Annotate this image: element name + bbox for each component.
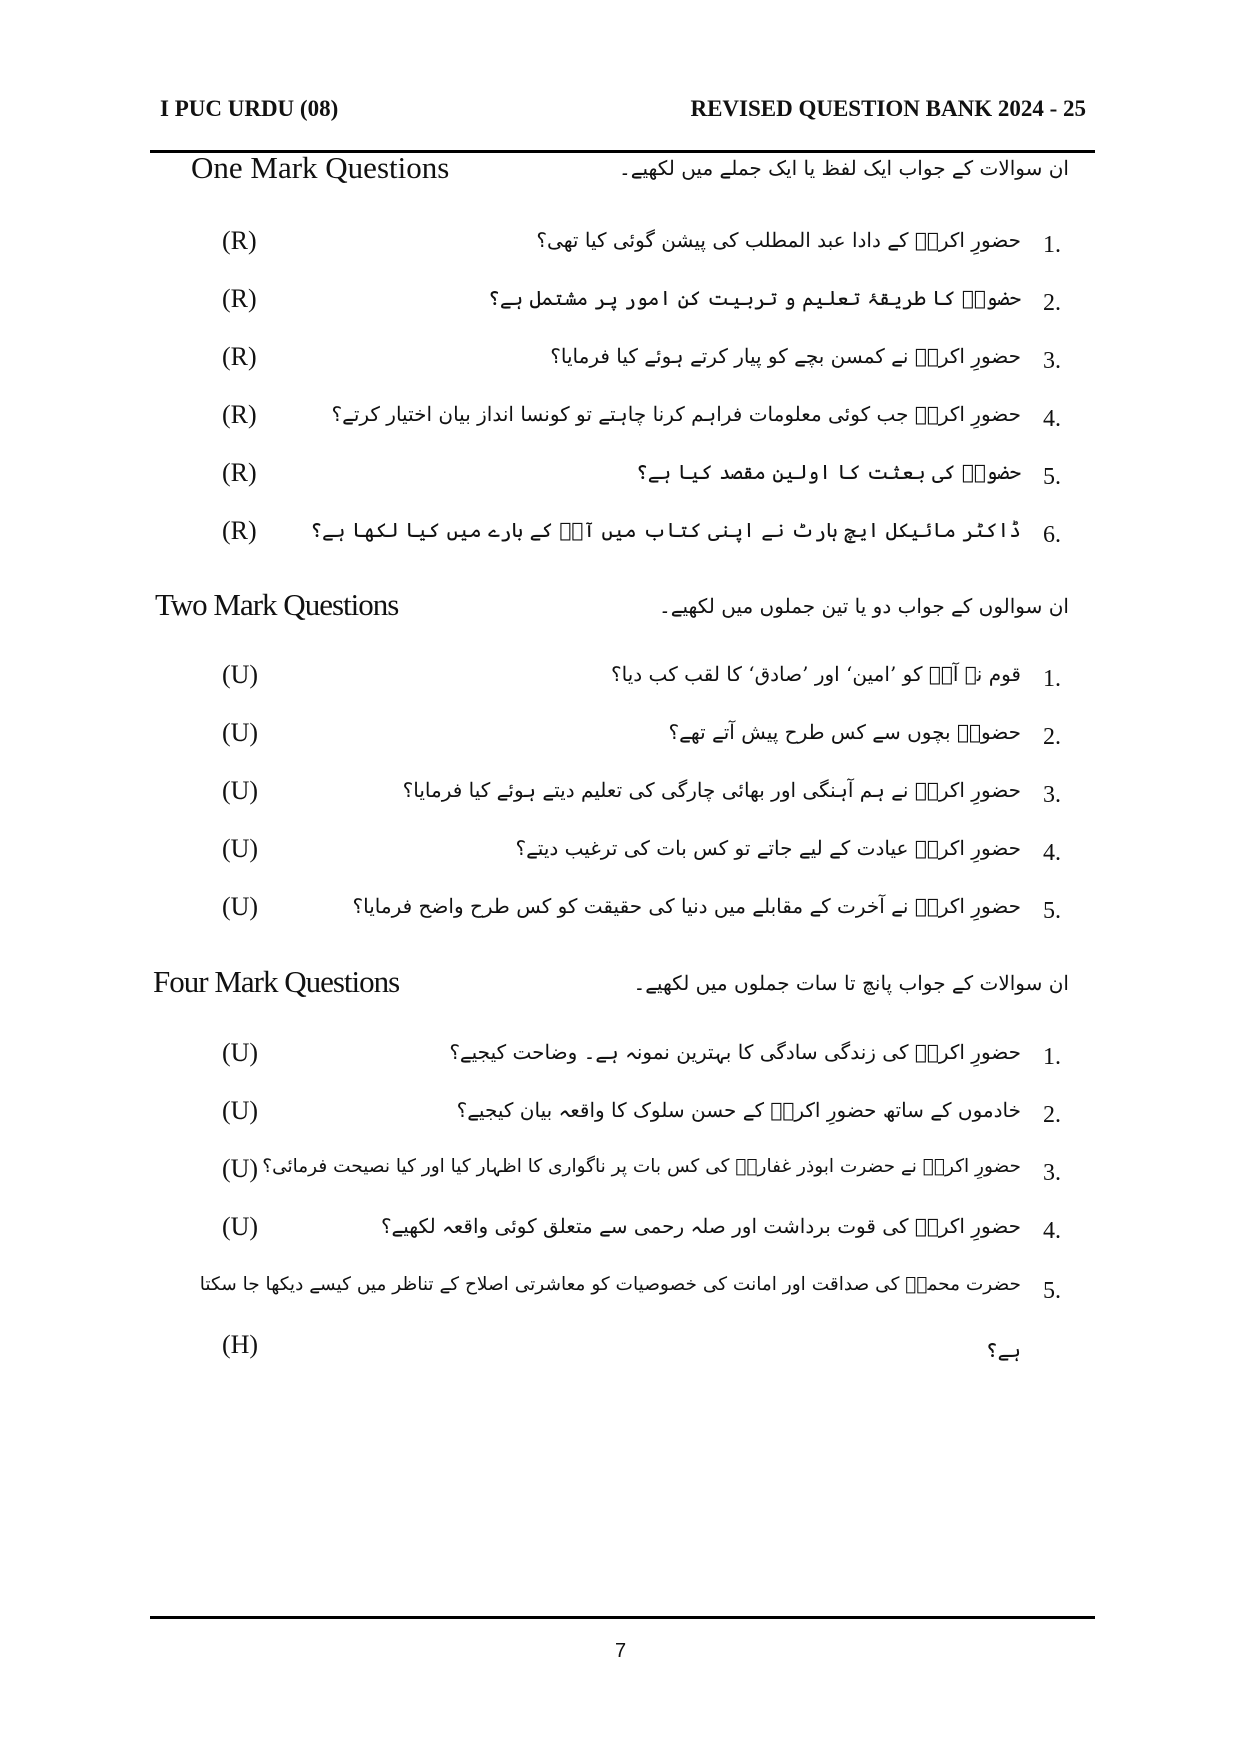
- question-number: 4.: [1043, 406, 1061, 432]
- section-title-en: Four Mark Questions: [153, 964, 400, 999]
- question-number: 2.: [1043, 724, 1061, 750]
- header-left: I PUC URDU (08): [160, 96, 339, 121]
- question-number: 5.: [1043, 1278, 1061, 1304]
- question-text: حضورِ اکرمؐ نے ہم آہنگی اور بھائی چارگی کی تعلیم دیتے ہوئے کیا فرمایا؟: [402, 778, 1021, 802]
- question-tag: (U): [222, 1038, 259, 1067]
- question-tag: (U): [222, 1096, 259, 1125]
- question-tag: (U): [222, 892, 259, 921]
- question-tag: (U): [222, 718, 259, 747]
- question-text: حضورِ اکرمؐ کی قوت برداشت اور صلہ رحمی سے متعلق کوئی واقعہ لکھیے؟: [380, 1214, 1021, 1238]
- question-tag: (U): [222, 834, 259, 863]
- question-text: ڈاکٹر مائیکل ایچ ہارٹ نے اپنی کتاب میں آپؐ کے بارے میں کیا لکھا ہے؟: [310, 518, 1021, 542]
- question-text: حضورؐ کا طریقۂ تعلیم و تربیت کن امور پر مشتمل ہے؟: [488, 286, 1021, 310]
- question-number: 3.: [1043, 348, 1061, 374]
- question-number: 4.: [1043, 840, 1061, 866]
- question-tag: (R): [222, 516, 257, 545]
- question-tag: (U): [222, 1212, 259, 1241]
- question-number: 4.: [1043, 1218, 1061, 1244]
- question-tag: (R): [222, 458, 257, 487]
- question-number: 5.: [1043, 898, 1061, 924]
- question-text: خادموں کے ساتھ حضورِ اکرمؐ کے حسن سلوک کا واقعہ بیان کیجیے؟: [456, 1098, 1021, 1122]
- question-text: حضورِ اکرمؐ نے آخرت کے مقابلے میں دنیا کی حقیقت کو کس طرح واضح فرمایا؟: [352, 894, 1021, 918]
- page-number: 7: [614, 1640, 627, 1662]
- question-number: 1.: [1043, 232, 1061, 258]
- question-tag: (U): [222, 660, 259, 689]
- question-tag: (U): [222, 776, 259, 805]
- question-text: حضورِ اکرمؐ نے کمسن بچے کو پیار کرتے ہوئے کیا فرمایا؟: [550, 344, 1021, 368]
- question-text: قوم نے آپؐ کو ’امین‘ اور ’صادق‘ کا لقب کب دیا؟: [611, 662, 1021, 686]
- question-text: حضورؐ کی بعثت کا اولین مقصد کیا ہے؟: [636, 460, 1021, 484]
- question-number: 3.: [1043, 782, 1061, 808]
- header-right: REVISED QUESTION BANK 2024 - 25: [690, 96, 1086, 121]
- question-number: 1.: [1043, 1044, 1061, 1070]
- question-number: 3.: [1043, 1160, 1061, 1186]
- section-title-en: Two Mark Questions: [155, 587, 399, 622]
- section-title-ur: ان سوالوں کے جواب دو یا تین جملوں میں لکھیے۔: [659, 594, 1069, 618]
- question-tag: (R): [222, 400, 257, 429]
- question-tag: (R): [222, 284, 257, 313]
- question-text: حضورِ اکرمؐ جب کوئی معلومات فراہم کرنا چاہتے تو کونسا انداز بیان اختیار کرتے؟: [331, 402, 1021, 426]
- section-title-en: One Mark Questions: [191, 150, 450, 185]
- question-text-continued: ہے؟: [985, 1338, 1021, 1362]
- question-number: 2.: [1043, 1102, 1061, 1128]
- question-number: 5.: [1043, 464, 1061, 490]
- question-text: حضورِ اکرمؐ عیادت کے لیے جاتے تو کس بات کی ترغیب دیتے؟: [515, 836, 1021, 860]
- question-tag: (R): [222, 226, 257, 255]
- question-tag: (R): [222, 342, 257, 371]
- question-tag: (U): [222, 1154, 259, 1183]
- section-title-ur: ان سوالات کے جواب ایک لفظ یا ایک جملے میں لکھیے۔: [619, 156, 1069, 180]
- footer-divider: [150, 1616, 1095, 1619]
- question-text: حضورِ اکرمؐ کے دادا عبد المطلب کی پیشن گوئی کیا تھی؟: [536, 228, 1021, 252]
- question-text: حضورِ اکرمؐ نے حضرت ابوذر غفاریؓ کی کس بات پر ناگواری کا اظہار کیا اور کیا نصیحت فرمائی؟: [262, 1156, 1021, 1177]
- question-number: 1.: [1043, 666, 1061, 692]
- section-title-ur: ان سوالات کے جواب پانچ تا سات جملوں میں لکھیے۔: [633, 971, 1069, 995]
- question-number: 2.: [1043, 290, 1061, 316]
- question-text: حضورؐ بچوں سے کس طرح پیش آتے تھے؟: [668, 720, 1021, 744]
- question-tag: (H): [222, 1330, 259, 1359]
- question-text: حضورِ اکرمؐ کی زندگی سادگی کا بہترین نمونہ ہے۔ وضاحت کیجیے؟: [449, 1040, 1021, 1064]
- question-number: 6.: [1043, 522, 1061, 548]
- question-text: حضرت محمدؐ کی صداقت اور امانت کی خصوصیات کو معاشرتی اصلاح کے تناظر میں کیسے دیکھا جا سکتا: [199, 1274, 1021, 1295]
